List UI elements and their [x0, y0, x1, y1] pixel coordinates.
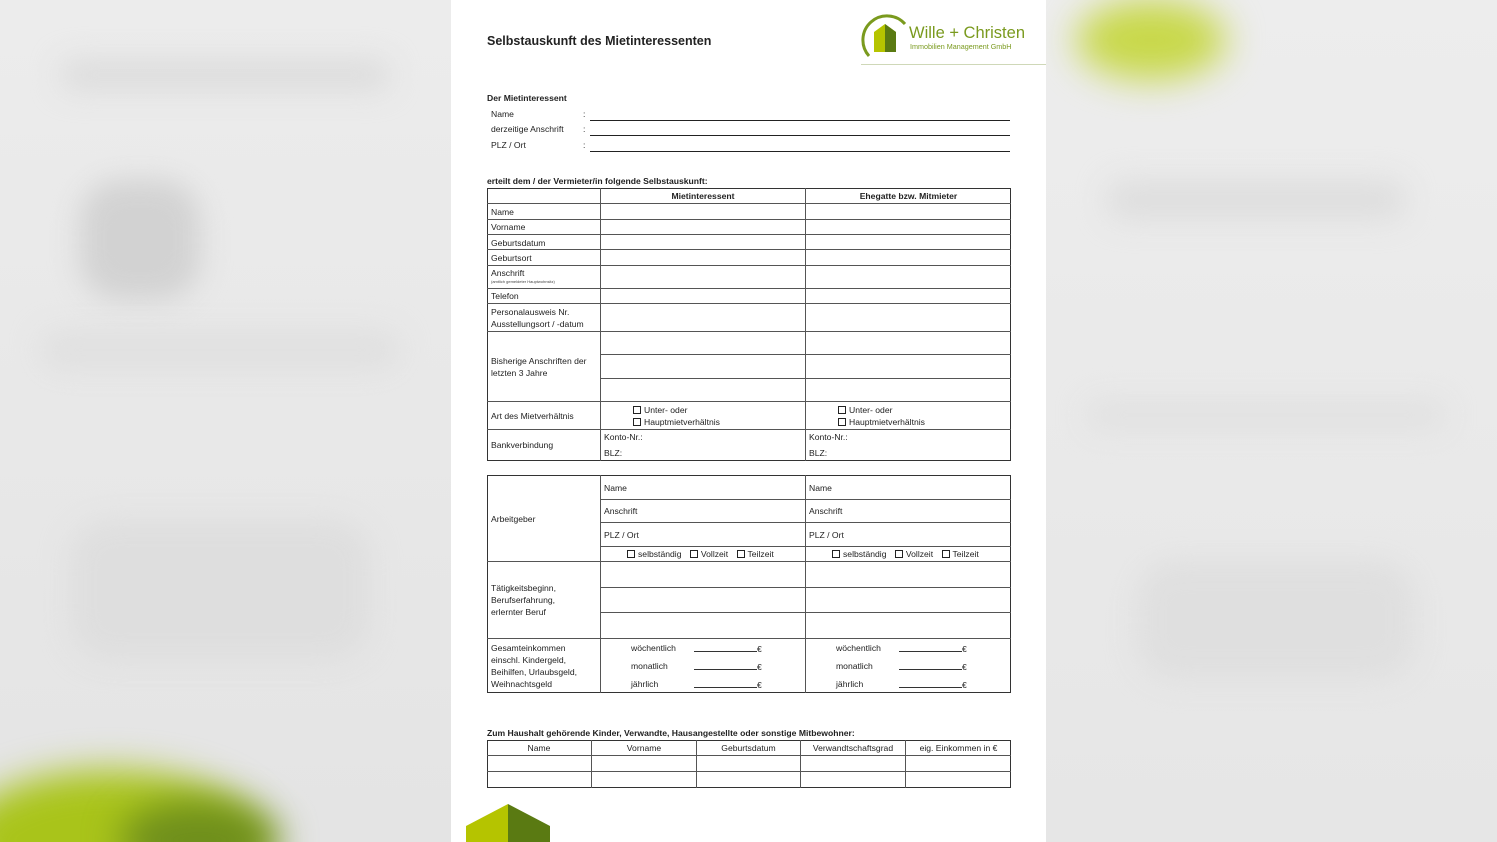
- ag-plz-1: PLZ / Ort: [604, 530, 639, 540]
- checkbox-hauptmiete-1[interactable]: Hauptmietverhältnis: [633, 417, 720, 427]
- checkbox-icon[interactable]: [832, 550, 840, 558]
- row-line: [487, 429, 1011, 430]
- table-divider: [600, 188, 601, 461]
- row-label-bisherige: Bisherige Anschriften der: [491, 356, 587, 366]
- field-colon: :: [583, 140, 586, 150]
- row-line: [487, 755, 1011, 756]
- konto-label-2: Konto-Nr.:: [809, 432, 848, 442]
- row-label-berufserfahrung: Berufserfahrung,: [491, 595, 556, 605]
- company-name: Wille + Christen: [909, 24, 1025, 42]
- row-line: [487, 265, 1011, 266]
- employment-checkboxes-2[interactable]: selbständig Vollzeit Teilzeit: [832, 549, 979, 559]
- checkbox-icon[interactable]: [633, 418, 641, 426]
- period-yearly-2: jährlich: [836, 679, 864, 689]
- checkbox-icon[interactable]: [838, 406, 846, 414]
- employment-checkboxes-1[interactable]: selbständig Vollzeit Teilzeit: [627, 549, 774, 559]
- row-label-taetigkeit: Tätigkeitsbeginn,: [491, 583, 556, 593]
- household-header-geburtsdatum: Geburtsdatum: [721, 743, 776, 753]
- field-label-plz-ort: PLZ / Ort: [491, 140, 526, 150]
- row-line: [487, 249, 1011, 250]
- income-yearly-input-1[interactable]: €: [694, 679, 762, 690]
- row-line: [600, 499, 1011, 500]
- ag-anschrift-1: Anschrift: [604, 506, 638, 516]
- column-header-ehegatte: Ehegatte bzw. Mitmieter: [859, 191, 958, 201]
- household-header-einkommen: eig. Einkommen in €: [919, 743, 998, 753]
- checkbox-icon[interactable]: [895, 550, 903, 558]
- field-label-name: Name: [491, 109, 514, 119]
- input-line-anschrift[interactable]: [590, 135, 1010, 136]
- row-line: [487, 288, 1011, 289]
- checkbox-untermiete-2[interactable]: Unter- oder: [838, 405, 892, 415]
- bottom-house-icon: [466, 804, 550, 842]
- page-title: Selbstauskunft des Mietinteressenten: [487, 34, 712, 48]
- row-label-beruf: erlernter Beruf: [491, 607, 546, 617]
- checkbox-icon[interactable]: [838, 418, 846, 426]
- row-line: [487, 303, 1011, 304]
- input-line-plz-ort[interactable]: [590, 151, 1010, 152]
- household-heading: Zum Haushalt gehörende Kinder, Verwandte, Hausangestellte oder sonstige Mitbewohner:: [487, 728, 855, 738]
- checkbox-hauptmiete-2[interactable]: Hauptmietverhältnis: [838, 417, 925, 427]
- checkbox-icon[interactable]: [942, 550, 950, 558]
- row-label-letzten-jahre: letzten 3 Jahre: [491, 368, 548, 378]
- row-label-arbeitgeber: Arbeitgeber: [491, 514, 536, 524]
- household-header-vorname: Vorname: [626, 743, 662, 753]
- blz-label-1: BLZ:: [604, 448, 623, 458]
- row-line: [487, 234, 1011, 235]
- ag-name-2: Name: [809, 483, 832, 493]
- row-label-bank: Bankverbindung: [491, 440, 554, 450]
- row-label-anschrift: Anschrift: [491, 268, 525, 278]
- blurred-background-left: [0, 0, 451, 842]
- period-weekly-1: wöchentlich: [631, 643, 676, 653]
- household-header-name: Name: [527, 743, 551, 753]
- income-weekly-input-1[interactable]: €: [694, 643, 762, 654]
- konto-label-1: Konto-Nr.:: [604, 432, 643, 442]
- company-subtitle: Immobilien Management GmbH: [910, 42, 1012, 51]
- blz-label-2: BLZ:: [809, 448, 828, 458]
- period-yearly-1: jährlich: [631, 679, 659, 689]
- row-label-telefon: Telefon: [491, 291, 519, 301]
- row-line: [487, 771, 1011, 772]
- checkbox-icon[interactable]: [737, 550, 745, 558]
- income-yearly-input-2[interactable]: €: [899, 679, 967, 690]
- row-line: [487, 331, 1011, 332]
- company-logo: [861, 10, 1046, 68]
- row-line: [487, 219, 1011, 220]
- field-colon: :: [583, 124, 586, 134]
- section-heading-interessent: Der Mietinteressent: [487, 93, 567, 103]
- row-line: [487, 638, 1011, 639]
- row-label-weihnachtsgeld: Weihnachtsgeld: [491, 679, 552, 689]
- row-line: [600, 612, 1011, 613]
- row-label-einkommen: Gesamteinkommen: [491, 643, 566, 653]
- row-label-geburtsort: Geburtsort: [491, 253, 532, 263]
- income-monthly-input-2[interactable]: €: [899, 661, 967, 672]
- income-weekly-input-2[interactable]: €: [899, 643, 967, 654]
- period-weekly-2: wöchentlich: [836, 643, 881, 653]
- field-label-anschrift: derzeitige Anschrift: [491, 124, 564, 134]
- field-colon: :: [583, 109, 586, 119]
- ag-name-1: Name: [604, 483, 627, 493]
- checkbox-icon[interactable]: [690, 550, 698, 558]
- period-monthly-2: monatlich: [836, 661, 873, 671]
- row-label-ausweis: Personalausweis Nr.: [491, 307, 570, 317]
- checkbox-icon[interactable]: [627, 550, 635, 558]
- row-line: [487, 561, 1011, 562]
- blurred-background-right: [1046, 0, 1497, 842]
- row-label-ausstellungsort: Ausstellungsort / -datum: [491, 319, 584, 329]
- logo-divider: [861, 64, 1046, 65]
- row-line: [600, 546, 1011, 547]
- row-line: [600, 587, 1011, 588]
- period-monthly-1: monatlich: [631, 661, 668, 671]
- document-page: [451, 0, 1046, 842]
- row-line: [600, 522, 1011, 523]
- row-line: [600, 354, 1011, 355]
- checkbox-untermiete-1[interactable]: Unter- oder: [633, 405, 687, 415]
- row-label-art: Art des Mietverhältnis: [491, 411, 574, 421]
- house-logo-icon: [861, 10, 909, 60]
- anschrift-note: (amtlich gemeldeter Hauptwohnsitz): [491, 279, 555, 284]
- row-label-beihilfen: Beihilfen, Urlaubsgeld,: [491, 667, 577, 677]
- ag-plz-2: PLZ / Ort: [809, 530, 844, 540]
- input-line-name[interactable]: [590, 120, 1010, 121]
- row-line: [487, 203, 1011, 204]
- row-label-geburtsdatum: Geburtsdatum: [491, 238, 546, 248]
- table-divider: [600, 475, 601, 693]
- income-monthly-input-1[interactable]: €: [694, 661, 762, 672]
- row-line: [600, 378, 1011, 379]
- intro-text: erteilt dem / der Vermieter/in folgende Selbstauskunft:: [487, 176, 708, 186]
- row-label-kindergeld: einschl. Kindergeld,: [491, 655, 567, 665]
- table-divider: [805, 188, 806, 461]
- ag-anschrift-2: Anschrift: [809, 506, 843, 516]
- column-header-mietinteressent: Mietinteressent: [671, 191, 735, 201]
- household-header-verwandtschaft: Verwandtschaftsgrad: [812, 743, 894, 753]
- row-line: [487, 401, 1011, 402]
- row-label-vorname: Vorname: [491, 222, 526, 232]
- checkbox-icon[interactable]: [633, 406, 641, 414]
- row-label-name: Name: [491, 207, 514, 217]
- table-divider: [805, 475, 806, 693]
